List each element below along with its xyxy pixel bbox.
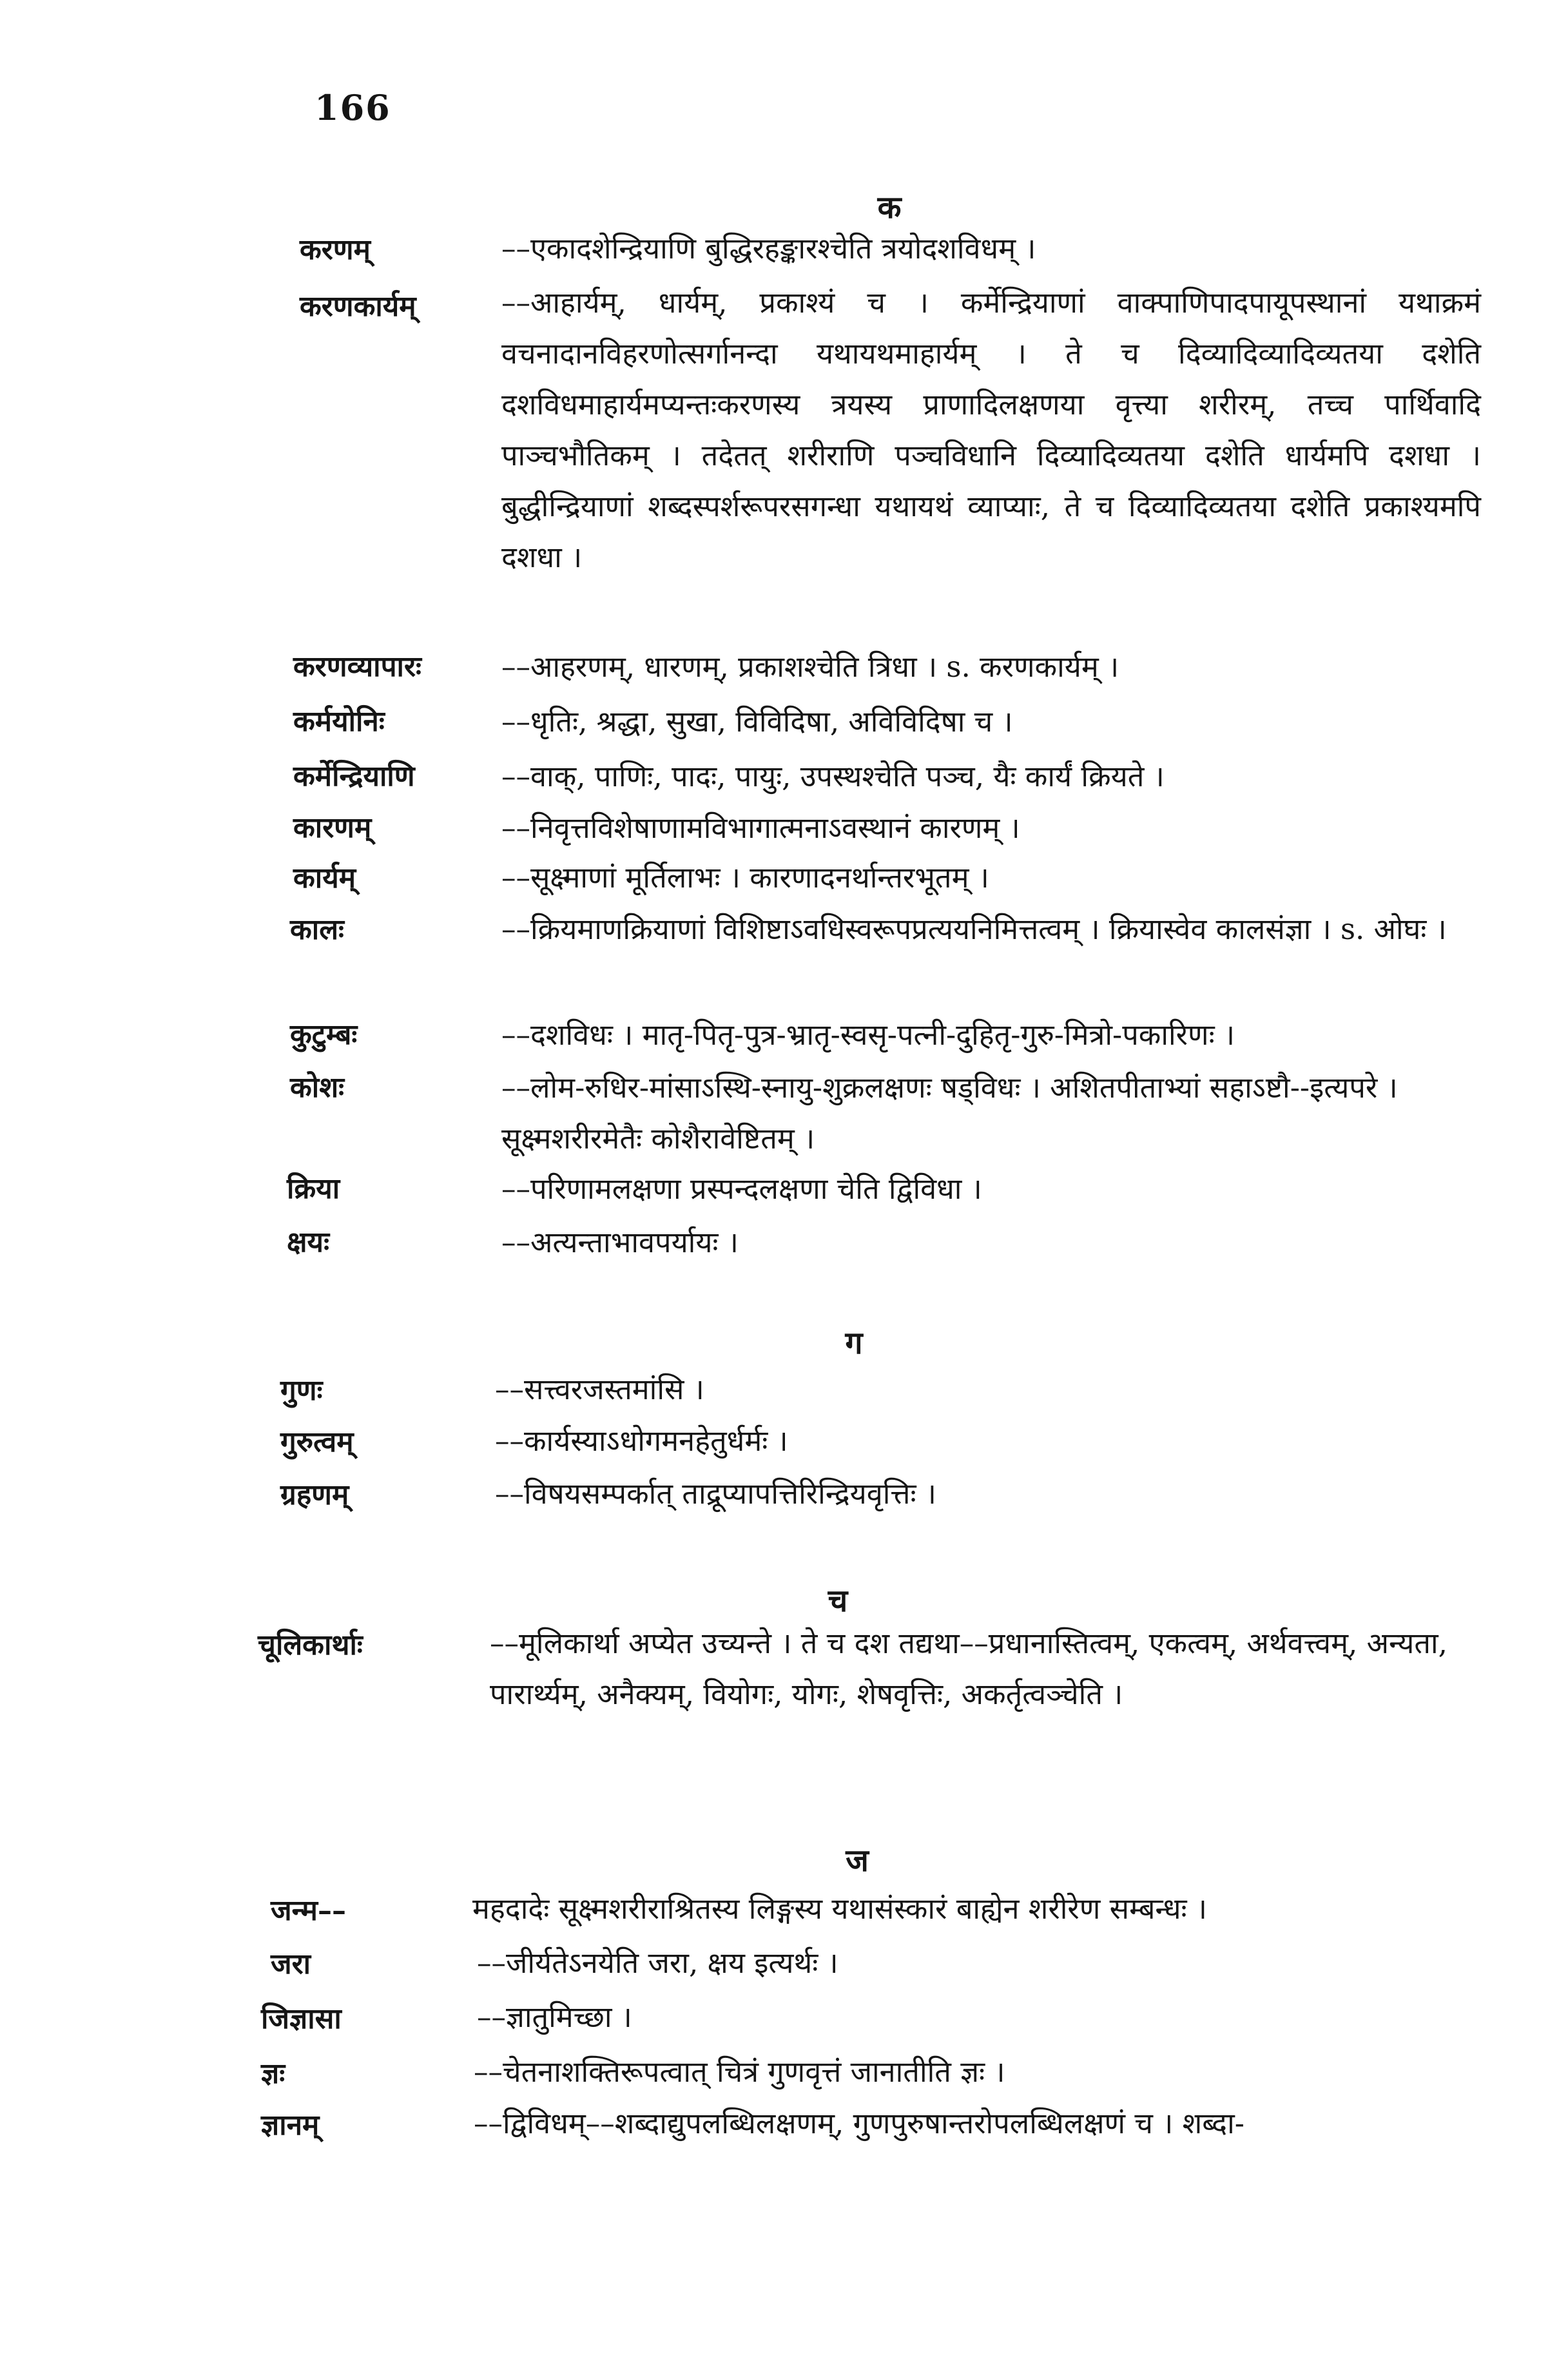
entry-term: करणम् — [300, 233, 371, 266]
entry-definition: ––विषयसम्पर्कात् ताद्रूप्यापत्तिरिन्द्रियवृत्तिः । — [495, 1477, 936, 1511]
entry-term: गुरुत्वम् — [280, 1426, 354, 1459]
entry-term: कालः — [290, 913, 344, 946]
entry-term: कारणम् — [293, 811, 372, 844]
entry-term: कर्मयोनिः — [293, 705, 385, 738]
entry-term: ग्रहणम् — [280, 1478, 349, 1511]
entry-term: क्रिया — [287, 1172, 340, 1205]
section-letter-ga: ग — [845, 1325, 863, 1361]
entry-term: ज्ञः — [261, 2057, 286, 2090]
entry-definition: ––कार्यस्याऽधोगमनहेतुर्धर्मः । — [495, 1424, 788, 1458]
entry-definition: ––लोम-रुधिर-मांसाऽस्थि-स्नायु-शुक्रलक्षणः षड्विधः । अशितपीताभ्यां सहाऽष्टौ--इत्यपरे । सूक्ष्मशरीरमेतैः कोशैरावेष्टितम् । — [501, 1071, 1398, 1156]
entry-term: कुटुम्बः — [290, 1018, 358, 1051]
section-letter-ja: ज — [846, 1843, 869, 1879]
entry-definition: महदादेः सूक्ष्मशरीराश्रितस्य लिङ्गस्य यथासंस्कारं बाह्येन शरीरेण सम्बन्धः । — [472, 1892, 1207, 1926]
entry-definition: ––जीर्यतेऽनयेति जरा, क्षय इत्यर्थः । — [477, 1946, 838, 1980]
entry-definition: ––क्रियमाणक्रियाणां विशिष्टाऽवधिस्वरूपप्रत्ययनिमित्तत्वम् । क्रियास्वेव कालसंज्ञा । s. ओघः । — [501, 912, 1447, 946]
entry-definition: ––धृतिः, श्रद्धा, सुखा, विविदिषा, अविविदिषा च । — [501, 704, 1013, 739]
entry-definition: ––आहार्यम्, धार्यम्, प्रकाश्यं च । कर्मेन्द्रियाणां वाक्पाणिपादपायूपस्थानां यथाक्रमं वचनादानविहरणोत्सर्गानन्दा यथायथमाहार्यम् । ते च दिव्यादिव्यादिव्यतया दशेति दशविधमाहार्यमप्यन्तःकरणस्य त्रयस्य प्राणादिलक्षणया वृत्त्या शरीरम्, तच्च पार्थिवादि पाञ्चभौतिकम् । तदेतत् शरीराणि पञ्चविधानि दिव्यादिव्यतया दशेति धार्यमपि दशधा । बुद्धीन्द्रियाणां शब्दस्पर्शरूपरसगन्धा यथायथं व्याप्याः, ते च दिव्यादिव्यतया दशेति प्रकाश्यमपि दशधा । — [501, 286, 1481, 574]
entry-definition: ––अत्यन्ताभावपर्यायः । — [501, 1225, 739, 1259]
entry-definition: ––सूक्ष्माणां मूर्तिलाभः । कारणादनर्थान्तरभूतम् । — [501, 860, 989, 895]
entry-definition: ––एकादशेन्द्रियाणि बुद्धिरहङ्कारश्चेति त्रयोदशविधम् । — [501, 231, 1036, 266]
entry-term: गुणः — [280, 1374, 323, 1407]
entry-term: जन्म–– — [271, 1894, 346, 1927]
entry-definition: ––मूलिकार्था अप्येत उच्यन्ते । ते च दश तद्यथा––प्रधानास्तित्वम्, एकत्वम्, अर्थवत्त्वम्, अन्यता, पारार्थ्यम्, अनैक्यम्, वियोगः, योगः, शेषवृत्तिः, अकर्तृत्वञ्चेति । — [490, 1626, 1447, 1711]
entry-definition: ––वाक्, पाणिः, पादः, पायुः, उपस्थश्चेति पञ्च, यैः कार्यं क्रियते । — [501, 759, 1165, 793]
section-letter-ka: क — [877, 189, 902, 226]
entry-term: चूलिकार्थाः — [258, 1629, 363, 1662]
entry-definition: ––चेतनाशक्तिरूपत्वात् चित्रं गुणवृत्तं जानातीति ज्ञः । — [474, 2055, 1005, 2089]
entry-definition: ––ज्ञातुमिच्छा । — [477, 2000, 632, 2034]
entry-term: क्षयः — [287, 1226, 329, 1259]
entry-definition: ––द्विविधम्––शब्दाद्युपलब्धिलक्षणम्, गुणपुरुषान्तरोपलब्धिलक्षणं च । शब्दा- — [474, 2106, 1244, 2140]
entry-term: करणव्यापारः — [293, 650, 421, 683]
entry-term: कोशः — [290, 1071, 344, 1104]
entry-definition: ––दशविधः । मातृ-पितृ-पुत्र-भ्रातृ-स्वसृ-पत्नी-दुहितृ-गुरु-मित्रो-पकारिणः । — [501, 1018, 1235, 1052]
entry-term: ज्ञानम् — [261, 2109, 320, 2142]
entry-term: जिज्ञासा — [261, 2002, 342, 2035]
entry-term: जरा — [271, 1948, 311, 1981]
entry-term: कार्यम् — [293, 862, 356, 895]
entry-definition: ––निवृत्तविशेषाणामविभागात्मनाऽवस्थानं कारणम् । — [501, 811, 1020, 845]
section-letter-cha: च — [828, 1583, 848, 1619]
entry-term: करणकार्यम् — [300, 290, 416, 323]
entry-definition: ––सत्त्वरजस्तमांसि । — [495, 1372, 704, 1406]
page-number: 166 — [315, 87, 391, 128]
entry-definition: ––आहरणम्, धारणम्, प्रकाशश्चेति त्रिधा । s. करणकार्यम् । — [501, 650, 1119, 684]
entry-definition: ––परिणामलक्षणा प्रस्पन्दलक्षणा चेति द्विविधा । — [501, 1172, 982, 1206]
entry-term: कर्मेन्द्रियाणि — [293, 760, 415, 793]
